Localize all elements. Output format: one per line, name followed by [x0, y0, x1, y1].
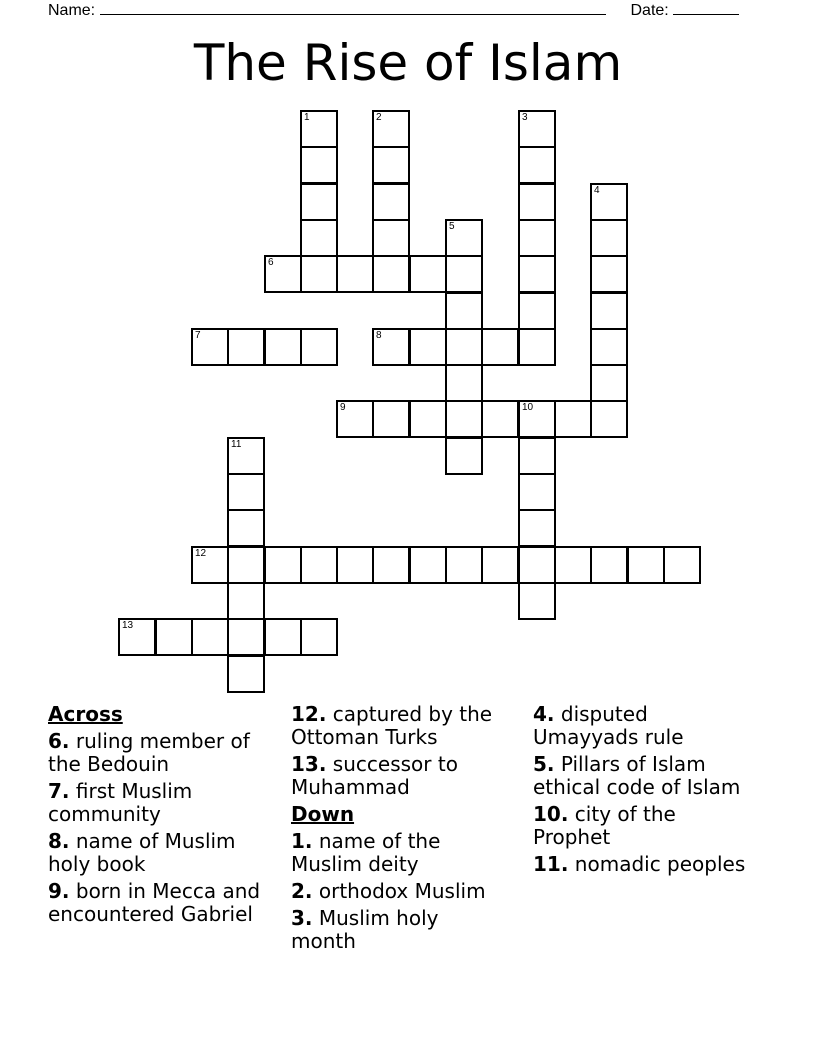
- crossword-cell[interactable]: [227, 473, 265, 511]
- clue-across-6: 6. ruling member of the Bedouin: [48, 729, 250, 776]
- crossword-cell[interactable]: [445, 255, 483, 293]
- clues-column-3: [533, 703, 748, 880]
- clue-number: 11: [231, 439, 242, 450]
- clue-down-1: 1. name of the Muslim deity: [291, 829, 441, 876]
- crossword-cell[interactable]: [627, 546, 665, 584]
- crossword-cell[interactable]: [518, 183, 556, 221]
- clue-number: 9: [340, 402, 346, 413]
- clue-number: 8: [376, 330, 382, 341]
- clue-number: 4: [594, 185, 600, 196]
- crossword-cell[interactable]: [518, 146, 556, 184]
- crossword-cell[interactable]: [336, 546, 374, 584]
- crossword-cell[interactable]: [372, 146, 410, 184]
- clue-number: 3: [522, 112, 528, 123]
- clue-number: 12: [195, 548, 207, 559]
- crossword-cell[interactable]: [409, 328, 447, 366]
- crossword-cell[interactable]: [445, 437, 483, 475]
- crossword-cell[interactable]: [590, 364, 628, 402]
- crossword-cell[interactable]: [118, 618, 156, 656]
- crossword-cell[interactable]: [300, 255, 338, 293]
- clue-number: 2: [376, 112, 382, 123]
- crossword-cell[interactable]: [590, 400, 628, 438]
- crossword-cell[interactable]: [227, 328, 265, 366]
- crossword-cell[interactable]: [518, 219, 556, 257]
- crossword-cell[interactable]: [445, 328, 483, 366]
- crossword-cell[interactable]: [409, 546, 447, 584]
- crossword-cell[interactable]: [663, 546, 701, 584]
- crossword-cell[interactable]: [372, 219, 410, 257]
- header-line: [48, 0, 739, 20]
- across-heading: Across: [48, 702, 123, 726]
- clue-down-3: 3. Muslim holy month: [291, 906, 439, 953]
- clue-number: 13: [122, 620, 134, 631]
- crossword-cell[interactable]: [227, 546, 265, 584]
- crossword-cell[interactable]: [445, 292, 483, 330]
- crossword-cell[interactable]: [445, 219, 483, 257]
- crossword-cell[interactable]: [590, 546, 628, 584]
- crossword-cell[interactable]: [590, 292, 628, 330]
- crossword-cell[interactable]: [227, 509, 265, 547]
- crossword-cell[interactable]: [518, 255, 556, 293]
- clue-number: 1: [304, 112, 310, 123]
- clue-down-5: 5. Pillars of Islam ethical code of Islam: [533, 752, 741, 799]
- clue-number: 6: [268, 257, 274, 268]
- crossword-cell[interactable]: [300, 328, 338, 366]
- clue-down-10: 10. city of the Prophet: [533, 802, 676, 849]
- date-label: Date:: [630, 2, 669, 19]
- name-label: Name:: [48, 2, 96, 19]
- clue-number: 5: [449, 221, 455, 232]
- crossword-cell[interactable]: [300, 183, 338, 221]
- crossword-cell[interactable]: [481, 546, 519, 584]
- crossword-cell[interactable]: [227, 582, 265, 620]
- crossword-cell[interactable]: [264, 618, 302, 656]
- crossword-cell[interactable]: [336, 400, 374, 438]
- clue-across-8: 8. name of Muslim holy book: [48, 829, 236, 876]
- crossword-cell[interactable]: [372, 546, 410, 584]
- crossword-cell[interactable]: [300, 110, 338, 148]
- crossword-cell[interactable]: [227, 655, 265, 693]
- crossword-cell[interactable]: [518, 582, 556, 620]
- date-blank[interactable]: [673, 0, 739, 15]
- crossword-cell[interactable]: [227, 437, 265, 475]
- crossword-cell[interactable]: [300, 618, 338, 656]
- name-blank[interactable]: [100, 0, 606, 15]
- crossword-cell[interactable]: [445, 546, 483, 584]
- crossword-cell[interactable]: [518, 292, 556, 330]
- clue-across-12: 12. captured by the Ottoman Turks: [291, 702, 493, 749]
- clues-column-1: [48, 703, 263, 930]
- crossword-cell[interactable]: [191, 546, 229, 584]
- crossword-cell[interactable]: [191, 618, 229, 656]
- clue-number: 7: [195, 330, 201, 341]
- clue-down-2: 2. orthodox Muslim: [291, 879, 486, 903]
- crossword-cell[interactable]: [554, 400, 592, 438]
- crossword-cell[interactable]: [590, 328, 628, 366]
- crossword-cell[interactable]: [518, 328, 556, 366]
- crossword-cell[interactable]: [372, 183, 410, 221]
- crossword-cell[interactable]: [518, 110, 556, 148]
- crossword-cell[interactable]: [445, 364, 483, 402]
- crossword-cell[interactable]: [191, 328, 229, 366]
- crossword-cell[interactable]: [518, 473, 556, 511]
- clue-number: 10: [522, 402, 534, 413]
- down-heading: Down: [291, 802, 355, 826]
- crossword-cell[interactable]: [264, 546, 302, 584]
- crossword-cell[interactable]: [155, 618, 193, 656]
- crossword-cell[interactable]: [372, 110, 410, 148]
- crossword-cell[interactable]: [300, 219, 338, 257]
- crossword-cell[interactable]: [590, 183, 628, 221]
- clue-down-11: 11. nomadic peoples: [533, 852, 746, 876]
- crossword-cell[interactable]: [518, 546, 556, 584]
- crossword-cell[interactable]: [372, 400, 410, 438]
- crossword-cell[interactable]: [372, 328, 410, 366]
- crossword-cell[interactable]: [264, 255, 302, 293]
- page-title: The Rise of Islam: [193, 34, 623, 92]
- clue-across-13: 13. successor to Muhammad: [291, 752, 458, 799]
- crossword-cell[interactable]: [227, 618, 265, 656]
- crossword-cell[interactable]: [481, 328, 519, 366]
- clue-across-9: 9. born in Mecca and encountered Gabriel: [48, 879, 261, 926]
- crossword-cell[interactable]: [518, 400, 556, 438]
- clue-down-4: 4. disputed Umayyads rule: [533, 702, 684, 749]
- crossword-cell[interactable]: [590, 255, 628, 293]
- clue-across-7: 7. first Muslim community: [48, 779, 193, 826]
- crossword-cell[interactable]: [518, 509, 556, 547]
- crossword-cell[interactable]: [590, 219, 628, 257]
- crossword-cell[interactable]: [264, 328, 302, 366]
- crossword-cell[interactable]: [445, 400, 483, 438]
- crossword-cell[interactable]: [300, 546, 338, 584]
- clues-column-2: [291, 703, 506, 957]
- crossword-cell[interactable]: [336, 255, 374, 293]
- crossword-cell[interactable]: [518, 437, 556, 475]
- crossword-cell[interactable]: [300, 146, 338, 184]
- crossword-cell[interactable]: [409, 400, 447, 438]
- crossword-cell[interactable]: [481, 400, 519, 438]
- crossword-cell[interactable]: [409, 255, 447, 293]
- crossword-cell[interactable]: [372, 255, 410, 293]
- crossword-cell[interactable]: [554, 546, 592, 584]
